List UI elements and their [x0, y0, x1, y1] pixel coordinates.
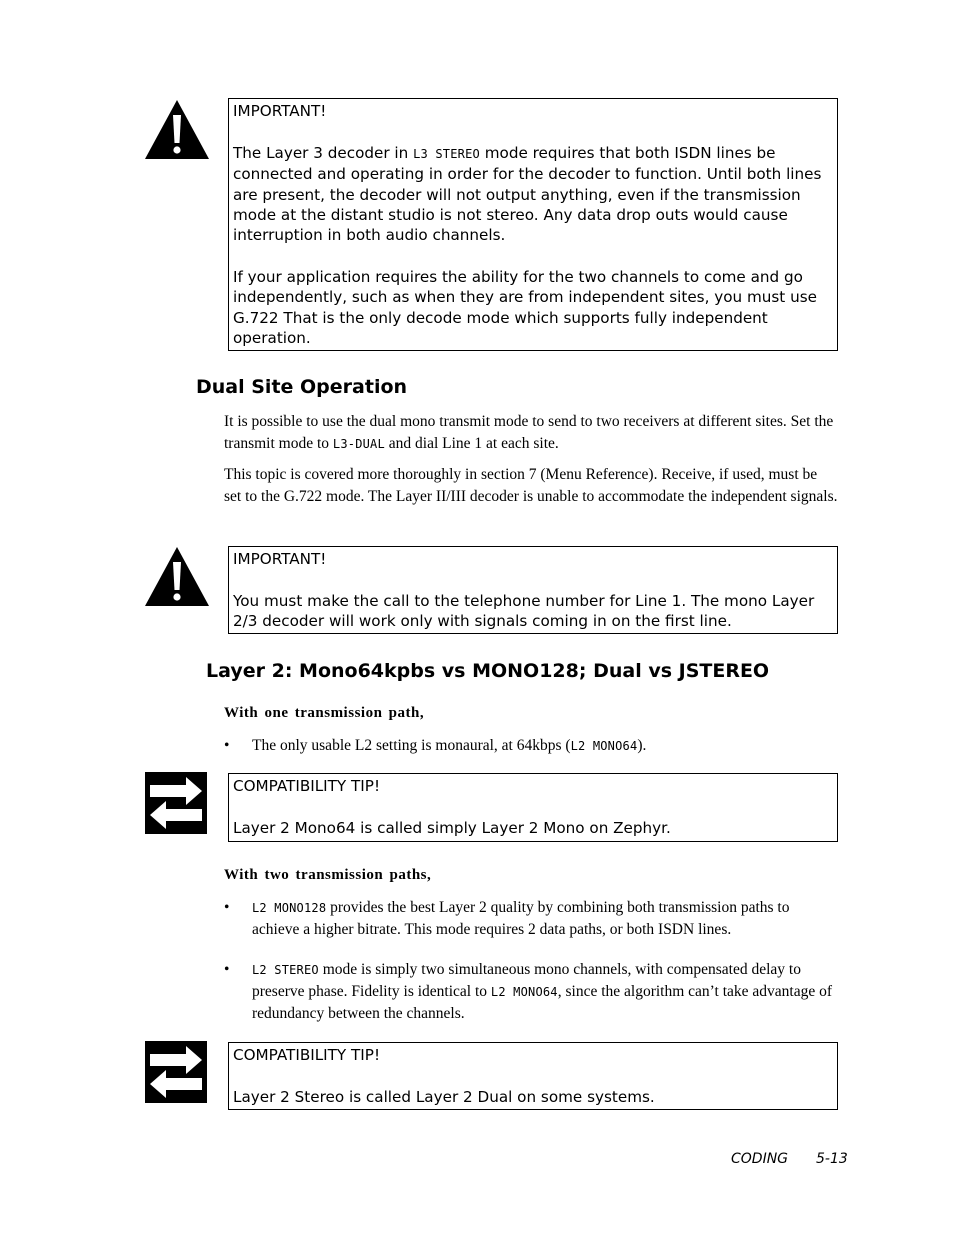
mode-code: L2 MONO128	[252, 901, 327, 915]
mode-code: L2 STEREO	[252, 963, 319, 977]
bullet-item: • L2 MONO128 provides the best Layer 2 quality by combining both transmission paths to achieve a higher bitrate. This mode requires 2 data paths, or both ISDN lines.	[224, 899, 790, 938]
important-callout	[228, 98, 838, 351]
callout-body: You must make the call to the telephone number for Line 1. The mono Layer 2/3 decoder will work only with signals coming in on the first line.	[233, 592, 815, 631]
callout-body: Layer 2 Stereo is called Layer 2 Dual on some systems.	[233, 1088, 655, 1107]
page-number: 5-13	[816, 1151, 848, 1167]
important-callout	[228, 546, 838, 634]
run-in-heading: With two transmission paths,	[224, 867, 432, 883]
callout-heading: IMPORTANT!	[233, 550, 327, 568]
bullet-mark: •	[224, 961, 230, 978]
footer-section-name: CODING	[731, 1151, 789, 1167]
body-paragraph: It is possible to use the dual mono transmit mode to send to two receivers at different sites. Set the transmit mode to L3-DUAL and dial Line 1 at each site.	[224, 413, 834, 452]
swap-arrows-icon	[145, 1041, 207, 1103]
callout-paragraph: If your application requires the ability for the two channels to come and go independently, such as when they are from independent sites, you must use G.722 That is the only decode mode which supports fully independent operation.	[233, 268, 817, 347]
body-paragraph: This topic is covered more thoroughly in section 7 (Menu Reference). Receive, if used, must be set to the G.722 mode. The Layer II/III decoder is unable to accommodate the independent signals.	[224, 466, 838, 505]
bullet-item: • The only usable L2 setting is monaural, at 64kbps (L2 MONO64).	[224, 735, 838, 757]
callout-heading: IMPORTANT!	[233, 102, 327, 120]
mode-code: L3-DUAL	[332, 436, 385, 451]
compatibility-callout	[228, 1042, 838, 1110]
callout-body: Layer 2 Mono64 is called simply Layer 2 Mono on Zephyr.	[233, 819, 671, 838]
swap-arrows-icon	[145, 772, 207, 834]
warning-icon	[144, 99, 210, 160]
mode-code: L2 MONO64	[490, 985, 558, 999]
bullet-mark: •	[224, 899, 230, 916]
mode-code: L3 STEREO	[413, 147, 480, 162]
callout-heading: COMPATIBILITY TIP!	[233, 1046, 381, 1064]
section-heading: Layer 2: Mono64kpbs vs MONO128; Dual vs JSTEREO	[206, 660, 770, 682]
bullet-item: • L2 STEREO mode is simply two simultaneous mono channels, with compensated delay to preserve phase. Fidelity is identical to L2 MONO64, since the algorithm can’t take advantage of redundancy between the channels.	[224, 961, 833, 1022]
bullet-mark: •	[224, 737, 230, 754]
warning-icon	[144, 546, 210, 607]
mode-code: L2 MONO64	[570, 739, 638, 753]
compatibility-callout	[228, 773, 838, 842]
section-heading: Dual Site Operation	[196, 376, 408, 398]
callout-heading: COMPATIBILITY TIP!	[233, 777, 381, 795]
callout-paragraph: The Layer 3 decoder in L3 STEREO mode requires that both ISDN lines be connected and operating in order for the decoder to function. Until both lines are present, the decoder will not output anything, even if the transmission mode at the distant studio is not stereo. Any data drop outs would cause interruption in both audio channels.	[233, 144, 822, 245]
run-in-heading: With one transmission path,	[224, 705, 425, 721]
